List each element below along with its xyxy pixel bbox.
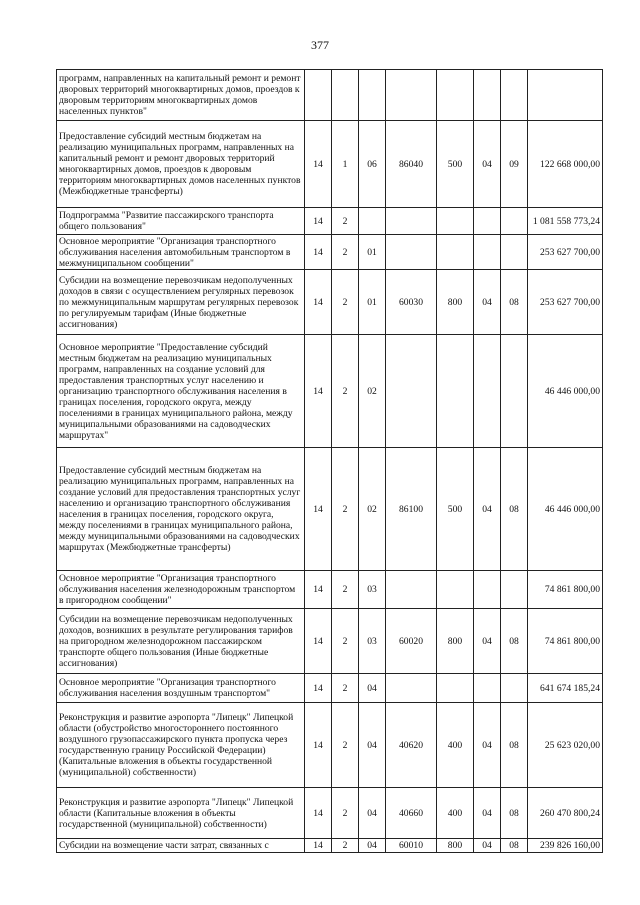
row-code-c7: 08: [501, 270, 528, 335]
row-code-c3: 01: [359, 270, 386, 335]
row-code-c6: [474, 235, 501, 270]
row-code-c4: [386, 571, 437, 609]
row-amount: 74 861 800,00: [528, 571, 603, 609]
row-code-c4: 40620: [386, 703, 437, 788]
row-code-c3: 06: [359, 121, 386, 208]
row-code-c3: 03: [359, 609, 386, 674]
row-code-c1: 14: [305, 839, 332, 853]
row-code-c2: 2: [332, 788, 359, 839]
row-amount: 46 446 000,00: [528, 335, 603, 448]
row-code-c3: 04: [359, 788, 386, 839]
row-code-c6: [474, 70, 501, 121]
table-row: [57, 674, 603, 703]
row-description: программ, направленных на капитальный ремонт и ремонт дворовых территорий многоквартирных домов, проездов к дворовым территориям многоквартирных домов населенных пунктов": [57, 70, 305, 121]
row-amount: 253 627 700,00: [528, 235, 603, 270]
row-code-c7: [501, 208, 528, 235]
row-description: Основное мероприятие "Предоставление субсидий местным бюджетам на реализацию муниципальных программ, направленных на создание условий для предоставления транспортных услуг населению и организацию транспортного обслуживания населения в границах поселения, городского округа, между поселениями в границах муниципального района, между муниципальными образованиями на садоводческих маршрутах": [57, 335, 305, 448]
row-code-c7: [501, 70, 528, 121]
budget-table-body: [57, 70, 603, 853]
row-code-c3: 04: [359, 703, 386, 788]
row-code-c7: 08: [501, 788, 528, 839]
row-amount: 641 674 185,24: [528, 674, 603, 703]
row-description: Предоставление субсидий местным бюджетам на реализацию муниципальных программ, направленных на капитальный ремонт и ремонт дворовых территорий многоквартирных домов, проездов к дворовым территориям многоквартирных домов населенных пунктов (Межбюджетные трансферты): [57, 121, 305, 208]
row-code-c1: 14: [305, 208, 332, 235]
row-code-c6: 04: [474, 839, 501, 853]
row-code-c1: 14: [305, 270, 332, 335]
row-code-c4: 86040: [386, 121, 437, 208]
row-code-c6: 04: [474, 703, 501, 788]
row-description: Основное мероприятие "Организация транспортного обслуживания населения автомобильным транспортом в межмуниципальном сообщении": [57, 235, 305, 270]
row-code-c5: 500: [437, 448, 474, 571]
row-description: Реконструкция и развитие аэропорта "Липецк" Липецкой области (обустройство многостороннего постоянного воздушного грузопассажирского пункта пропуска через государственную границу Российской Федерации) (Капитальные вложения в объекты государственной (муниципальной) собственности): [57, 703, 305, 788]
row-code-c5: [437, 674, 474, 703]
row-code-c5: [437, 208, 474, 235]
row-code-c4: 60010: [386, 839, 437, 853]
row-code-c6: 04: [474, 270, 501, 335]
row-code-c5: 500: [437, 121, 474, 208]
row-code-c3: 02: [359, 335, 386, 448]
row-code-c2: 2: [332, 703, 359, 788]
row-code-c5: [437, 235, 474, 270]
row-code-c2: 1: [332, 121, 359, 208]
row-code-c1: 14: [305, 674, 332, 703]
row-code-c6: 04: [474, 121, 501, 208]
row-code-c4: [386, 208, 437, 235]
row-code-c4: 86100: [386, 448, 437, 571]
table-row: [57, 448, 603, 571]
row-code-c7: [501, 335, 528, 448]
row-code-c5: 800: [437, 609, 474, 674]
row-description: Предоставление субсидий местным бюджетам на реализацию муниципальных программ, направленных на создание условий для предоставления транспортных услуг населению и организацию транспортного обслуживания населения в границах поселения, городского округа, между поселениями в границах муниципального района, между муниципальными образованиями на садоводческих маршрутах (Межбюджетные трансферты): [57, 448, 305, 571]
row-code-c1: 14: [305, 121, 332, 208]
row-code-c3: [359, 208, 386, 235]
table-row: [57, 270, 603, 335]
table-row: [57, 571, 603, 609]
table-row: [57, 788, 603, 839]
row-code-c6: [474, 335, 501, 448]
row-description: Подпрограмма "Развитие пассажирского транспорта общего пользования": [57, 208, 305, 235]
row-code-c4: [386, 70, 437, 121]
row-code-c7: 08: [501, 703, 528, 788]
page-number: 377: [311, 38, 329, 52]
row-code-c3: 04: [359, 839, 386, 853]
table-row: [57, 235, 603, 270]
row-amount: 74 861 800,00: [528, 609, 603, 674]
table-row: [57, 70, 603, 121]
row-code-c1: 14: [305, 571, 332, 609]
row-code-c4: [386, 335, 437, 448]
row-code-c6: 04: [474, 788, 501, 839]
row-description: Субсидии на возмещение перевозчикам недополученных доходов, возникших в результате регулирования тарифов на пригородном железнодорожном пассажирском транспорте общего пользования (Иные бюджетные ассигнования): [57, 609, 305, 674]
row-code-c5: 800: [437, 270, 474, 335]
row-code-c7: 08: [501, 609, 528, 674]
row-code-c5: 800: [437, 839, 474, 853]
row-code-c2: 2: [332, 571, 359, 609]
row-description: Реконструкция и развитие аэропорта "Липецк" Липецкой области (Капитальные вложения в объекты государственной (муниципальной) собственности): [57, 788, 305, 839]
row-code-c5: [437, 335, 474, 448]
row-code-c1: 14: [305, 235, 332, 270]
row-code-c2: 2: [332, 208, 359, 235]
table-row: [57, 335, 603, 448]
row-code-c7: [501, 571, 528, 609]
row-description: Субсидии на возмещение перевозчикам недополученных доходов в связи с осуществлением регулярных перевозок по межмуниципальным маршрутам регулярных перевозок по регулируемым тарифам (Иные бюджетные ассигнования): [57, 270, 305, 335]
table-row: [57, 121, 603, 208]
row-code-c5: [437, 70, 474, 121]
row-code-c3: [359, 70, 386, 121]
row-amount: 253 627 700,00: [528, 270, 603, 335]
row-code-c1: [305, 70, 332, 121]
row-code-c2: [332, 70, 359, 121]
row-code-c5: 400: [437, 703, 474, 788]
row-code-c5: [437, 571, 474, 609]
row-code-c6: [474, 208, 501, 235]
row-code-c7: 08: [501, 839, 528, 853]
row-amount: 25 623 020,00: [528, 703, 603, 788]
row-code-c6: [474, 674, 501, 703]
row-amount: [528, 70, 603, 121]
row-code-c1: 14: [305, 703, 332, 788]
row-code-c4: 60020: [386, 609, 437, 674]
row-code-c1: 14: [305, 788, 332, 839]
row-amount: 239 826 160,00: [528, 839, 603, 853]
row-code-c2: 2: [332, 839, 359, 853]
row-code-c7: 09: [501, 121, 528, 208]
row-code-c2: 2: [332, 270, 359, 335]
table-row: [57, 839, 603, 853]
row-code-c6: [474, 571, 501, 609]
row-amount: 260 470 800,24: [528, 788, 603, 839]
row-code-c2: 2: [332, 674, 359, 703]
row-description: Основное мероприятие "Организация транспортного обслуживания населения воздушным транспортом": [57, 674, 305, 703]
row-code-c7: [501, 235, 528, 270]
row-code-c1: 14: [305, 609, 332, 674]
budget-table: [56, 69, 603, 853]
table-row: [57, 703, 603, 788]
row-code-c3: 01: [359, 235, 386, 270]
row-code-c2: 2: [332, 335, 359, 448]
row-code-c2: 2: [332, 609, 359, 674]
row-code-c6: 04: [474, 448, 501, 571]
row-amount: 122 668 000,00: [528, 121, 603, 208]
row-description: Субсидии на возмещение части затрат, связанных с: [57, 839, 305, 853]
row-code-c6: 04: [474, 609, 501, 674]
row-code-c2: 2: [332, 235, 359, 270]
row-code-c7: 08: [501, 448, 528, 571]
row-code-c3: 04: [359, 674, 386, 703]
row-code-c4: 60030: [386, 270, 437, 335]
row-code-c3: 02: [359, 448, 386, 571]
row-code-c5: 400: [437, 788, 474, 839]
row-amount: 1 081 558 773,24: [528, 208, 603, 235]
row-code-c1: 14: [305, 335, 332, 448]
row-code-c7: [501, 674, 528, 703]
row-code-c2: 2: [332, 448, 359, 571]
row-code-c3: 03: [359, 571, 386, 609]
row-code-c4: 40660: [386, 788, 437, 839]
table-row: [57, 609, 603, 674]
row-description: Основное мероприятие "Организация транспортного обслуживания населения железнодорожным транспортом в пригородном сообщении": [57, 571, 305, 609]
row-amount: 46 446 000,00: [528, 448, 603, 571]
row-code-c4: [386, 235, 437, 270]
row-code-c4: [386, 674, 437, 703]
row-code-c1: 14: [305, 448, 332, 571]
table-row: [57, 208, 603, 235]
